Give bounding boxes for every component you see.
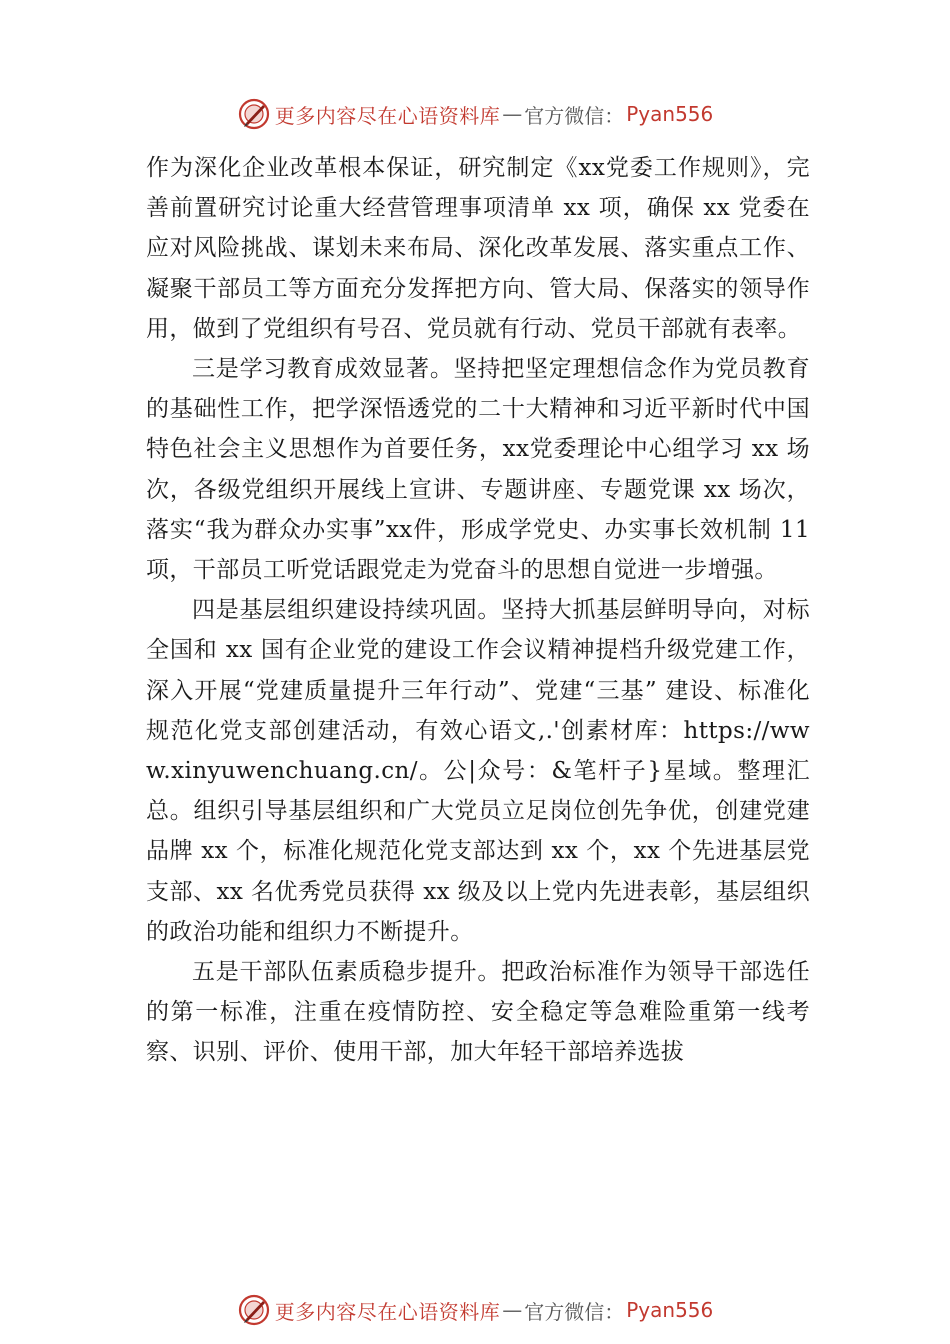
header-banner bbox=[0, 92, 950, 136]
banner-wechat-id: Pyan556 bbox=[626, 1298, 714, 1322]
banner-dash: — bbox=[502, 102, 523, 126]
banner-wechat-id: Pyan556 bbox=[626, 102, 714, 126]
document-body bbox=[146, 148, 810, 1073]
banner-official-label: 官方微信： bbox=[524, 103, 625, 128]
paragraph-continuation: 作为深化企业改革根本保证，研究制定《xx党委工作规则》，完善前置研究讨论重大经营管理事项清单 xx 项，确保 xx 党委在应对风险挑战、谋划未来布局、深化改革发展、落实重点工作、凝聚干部员工等方面充分发挥把方向、管大局、保落实的领导作用，做到了党组织有号召、党员就有行动、党员干部就有表率。 bbox=[146, 155, 810, 342]
paragraph-grassroots-organization: 四是基层组织建设持续巩固。坚持大抓基层鲜明导向，对标全国和 xx 国有企业党的建设工作会议精神提档升级党建工作，深入开展“党建质量提升三年行动”、党建“三基” 建设、标准化规范化党支部创建活动，有效心语文,.'创素材库：https://www.xinyuwenchuang.cn/。公|众号：&笔杆子}星域。整理汇总。组织引导基层组织和广大党员立足岗位创先争优，创建党建品牌 xx 个，标准化规范化党支部达到 xx 个，xx 个先进基层党支部、xx 名优秀党员获得 xx 级及以上党内先进表彰，基层组织的政治功能和组织力不断提升。 bbox=[146, 597, 810, 945]
pen-seal-icon bbox=[237, 1293, 271, 1327]
footer-banner bbox=[0, 1288, 950, 1332]
pen-seal-icon bbox=[237, 97, 271, 131]
paragraph-cadre-team: 五是干部队伍素质稳步提升。把政治标准作为领导干部选任的第一标准，注重在疫情防控、安全稳定等急难险重第一线考察、识别、评价、使用干部，加大年轻干部培养选拔 bbox=[146, 959, 810, 1066]
banner-dash: — bbox=[502, 1298, 523, 1322]
paragraph-study-education: 三是学习教育成效显著。坚持把坚定理想信念作为党员教育的基础性工作，把学深悟透党的二十大精神和习近平新时代中国特色社会主义思想作为首要任务，xx党委理论中心组学习 xx 场次，各级党组织开展线上宣讲、专题讲座、专题党课 xx 场次，落实“我为群众办实事”xx件，形成学党史、办实事长效机制 11 项，干部员工听党话跟党走为党奋斗的思想自觉进一步增强。 bbox=[146, 356, 810, 584]
banner-brand-text: 更多内容尽在心语资料库 bbox=[274, 1299, 501, 1324]
banner-official-label: 官方微信： bbox=[524, 1299, 625, 1324]
banner-brand-text: 更多内容尽在心语资料库 bbox=[274, 103, 501, 128]
